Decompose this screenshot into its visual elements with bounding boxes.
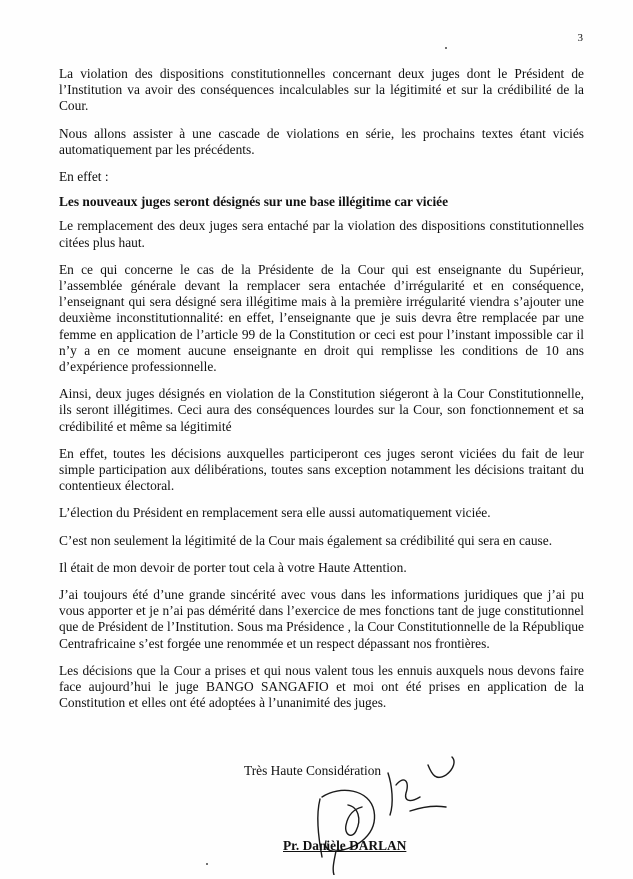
- paragraph-president-election: L’élection du Président en remplacement sera elle aussi automatiquement viciée.: [59, 505, 491, 521]
- section-heading: Les nouveaux juges seront désignés sur une base illégitime car viciée: [59, 194, 449, 210]
- signatory-name: Pr. Danièle DARLAN: [283, 838, 407, 853]
- scan-speck: [445, 47, 447, 49]
- scan-speck: [206, 863, 208, 865]
- paragraph-replacement-judges: Le remplacement des deux juges sera entaché par la violation des dispositions constitutionnelles citées plus haut.: [59, 218, 584, 250]
- page-number: 3: [577, 32, 583, 44]
- paragraph-en-effet: En effet :: [59, 169, 109, 185]
- closing-salutation: Très Haute Considération: [244, 763, 382, 778]
- paragraph-cascade-violations: Nous allons assister à une cascade de violations en série, les prochains textes étant viciés automatiquement par les précédents.: [59, 125, 584, 157]
- letter-body: [59, 66, 584, 723]
- handwritten-signature-icon: [270, 745, 470, 875]
- paragraph-duty: Il était de mon devoir de porter tout cela à votre Haute Attention.: [59, 559, 407, 575]
- paragraph-president-case: En ce qui concerne le cas de la Présidente de la Cour qui est enseignante du Supérieur, l’assemblée générale devant la remplacer sera entachée d’irrégularité et en conséquence, l’enseignant qui sera désigné sera illégitime mais à la première irrégularité viendra s’ajouter une deuxième inconstitutionnalité: en effet, l’enseignante que je suis devra être remplacée par une femme en application de l’article 99 de la Constitution or ceci est pour l’instant impossible car il n’y a en ce moment aucune enseignante en droit qui remplisse les conditions de 10 ans d’expérience professionnelle.: [59, 261, 584, 375]
- paragraph-vitiated-decisions: En effet, toutes les décisions auxquelles participeront ces juges seront viciées du fait de leur simple participation aux délibérations, toutes sans exception notamment les décisions traitant du contentieux électoral.: [59, 445, 584, 494]
- paragraph-legitimacy-consequences: La violation des dispositions constitutionnelles concernant deux juges dont le Président de l’Institution va avoir des conséquences incalculables sur la légitimité et sur la crédibilité de la Cour.: [59, 66, 584, 114]
- paragraph-sincerity: J’ai toujours été d’une grande sincérité avec vous dans les informations juridiques que j’ai pu vous apporter et je n’ai pas démérité dans l’exercice de mes fonctions tant de juge constitutionnel que de Président de l’Institution. Sous ma Présidence , la Cour Constitutionnelle de la République Centrafricaine s’est forgée une renommée et un respect dépassant nos frontières.: [59, 587, 584, 651]
- paragraph-illegitimate-judges: Ainsi, deux juges désignés en violation de la Constitution siégeront à la Cour Constitutionnelle, ils seront illégitimes. Ceci aura des conséquences lourdes sur la Cour, son fonctionnement et sa crédibilité et même sa légitimité: [59, 386, 584, 434]
- paragraph-decisions-unanimity: Les décisions que la Cour a prises et qui nous valent tous les ennuis auxquels nous devons faire face aujourd’hui le juge BANGO SANGAFIO et moi ont été prises en application de la Constitution et elles ont été adoptées à l’unanimité des juges.: [59, 662, 584, 711]
- paragraph-credibility: C’est non seulement la légitimité de la Cour mais également sa crédibilité qui sera en cause.: [59, 532, 553, 548]
